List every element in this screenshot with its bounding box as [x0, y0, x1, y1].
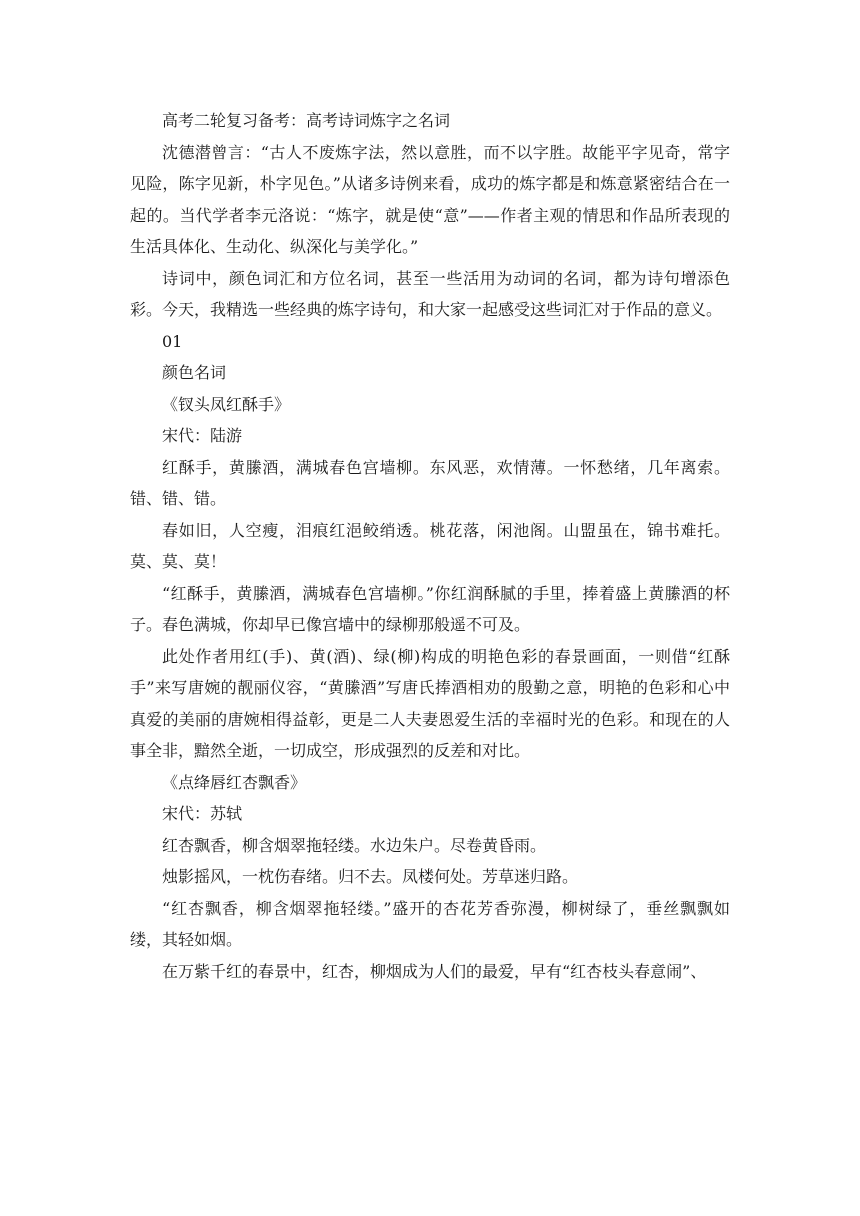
commentary-paragraph: 在万紫千红的春景中，红杏，柳烟成为人们的最爱，早有“红杏枝头春意闹”、 [162, 961, 707, 981]
commentary-paragraph: “红酥手，黄縢酒，满城春色宫墙柳。”你红润酥腻的手里，捧着盛上黄縢酒的杯子。春色满城，你却早已像宫墙中的绿柳那般遥不可及。 [130, 583, 730, 634]
poem-stanza: 春如旧，人空瘦，泪痕红浥鲛绡透。桃花落，闲池阁。山盟虽在，锦书难托。莫、莫、莫！ [130, 520, 730, 571]
commentary-paragraph: “红杏飘香，柳含烟翠拖轻缕。”盛开的杏花芳香弥漫，柳树绿了，垂丝飘飘如缕，其轻如烟。 [130, 898, 730, 949]
poem-stanza: 红酥手，黄縢酒，满城春色宫墙柳。东风恶，欢情薄。一怀愁绪，几年离索。错、错、错。 [130, 457, 730, 508]
section-number: 01 [162, 331, 183, 351]
document-body [130, 105, 730, 987]
commentary-paragraph: 此处作者用红(手)、黄(酒)、绿(柳)构成的明艳色彩的春景画面，一则借“红酥手”来写唐婉的靓丽仪容，“黄縢酒”写唐氏捧酒相劝的殷勤之意，明艳的色彩和心中真爱的美丽的唐婉相得益彰，更是二人夫妻恩爱生活的幸福时光的色彩。和现在的人事全非，黯然全逝，一切成空，形成强烈的反差和对比。 [130, 646, 730, 760]
intro-paragraph: 沈德潜曾言：“古人不废炼字法，然以意胜，而不以字胜。故能平字见奇，常字见险，陈字见新，朴字见色。”从诸多诗例来看，成功的炼字都是和炼意紧密结合在一起的。当代学者李元洛说：“炼字，就是使“意”——作者主观的情思和作品所表现的生活具体化、生动化、纵深化与美学化。” [130, 142, 730, 256]
poem-author: 宋代：苏轼 [162, 804, 243, 823]
poem-title: 《钗头凤红酥手》 [162, 394, 291, 414]
poem-title: 《点绛唇红杏飘香》 [162, 772, 307, 792]
poem-author: 宋代：陆游 [162, 426, 243, 445]
document-title: 高考二轮复习备考：高考诗词炼字之名词 [162, 111, 451, 130]
poem-stanza: 红杏飘香，柳含烟翠拖轻缕。水边朱户。尽卷黄昏雨。 [162, 835, 547, 855]
intro-paragraph-2: 诗词中，颜色词汇和方位名词，甚至一些活用为动词的名词，都为诗句增添色彩。今天，我精选一些经典的炼字诗句，和大家一起感受这些词汇对于作品的意义。 [130, 268, 730, 319]
section-heading: 颜色名词 [162, 363, 227, 382]
poem-stanza: 烛影摇风，一枕伤春绪。归不去。凤楼何处。芳草迷归路。 [162, 867, 579, 886]
